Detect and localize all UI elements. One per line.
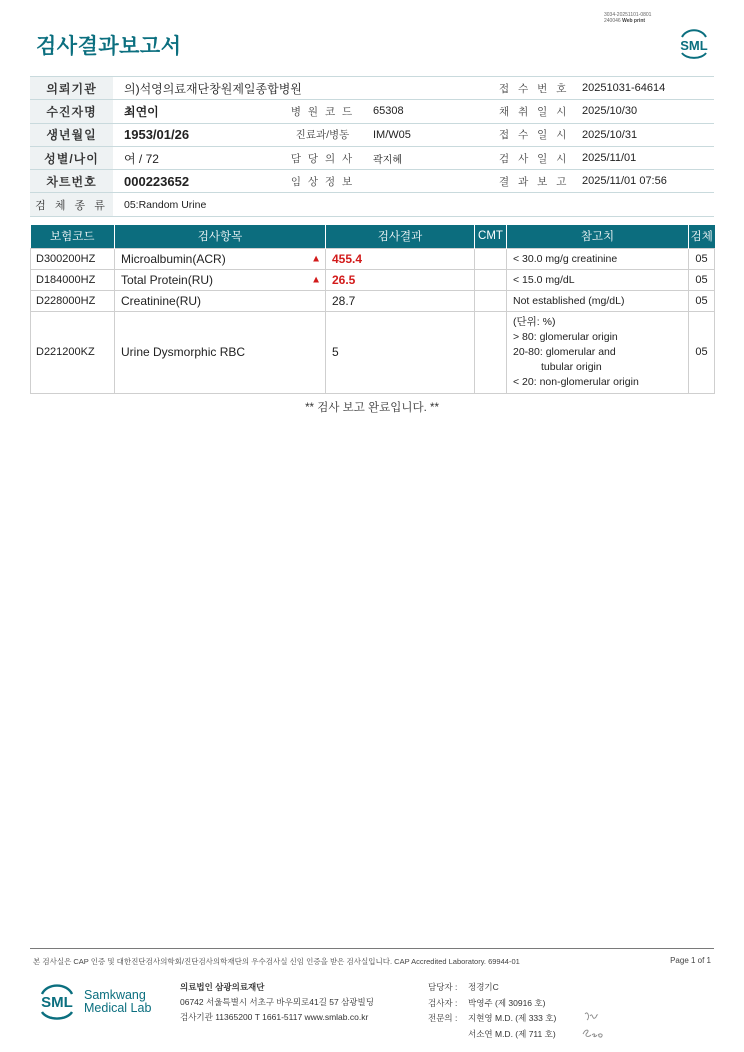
test-result: 28.7: [326, 290, 475, 311]
staff-manager-row: [428, 980, 556, 996]
test-item: [115, 290, 326, 311]
staff-manager-label: 담당자 :: [428, 982, 458, 992]
results-table: [30, 225, 715, 394]
staff-tester-row: [428, 996, 556, 1012]
collection-date-label: 채 취 일 시: [499, 100, 569, 123]
collection-date-value: 2025/10/30: [569, 100, 714, 123]
insurance-code: D228000HZ: [31, 290, 115, 311]
table-row: [31, 311, 715, 393]
patient-name-value: 최연이: [113, 100, 282, 123]
patient-info-row: [30, 77, 714, 100]
sex-age-value: 여 / 72: [113, 146, 282, 169]
cmt-cell: [475, 290, 507, 311]
reference-line: 20-80: glomerular and: [513, 345, 616, 358]
cmt-cell: [475, 248, 507, 269]
staff-manager-value: 정경기C: [468, 982, 499, 992]
test-item: [115, 269, 326, 290]
certification-text: 본 검사실은 CAP 인증 및 대한진단검사의학회/진단검사의학재단의 우수검사실 신임 인증을 받은 검사실입니다. CAP Accredited Laboratory. 69944-01: [33, 957, 520, 966]
test-result: 455.4: [326, 248, 475, 269]
reference-line: (단위: %): [513, 315, 556, 328]
patient-info-row: [30, 146, 714, 169]
patient-info-table: [30, 76, 714, 217]
patient-info-row: [30, 193, 714, 216]
insurance-code: D221200KZ: [31, 311, 115, 393]
staff-specialist-row: [428, 1027, 556, 1043]
high-flag-icon: ▲: [311, 253, 321, 264]
staff-specialist-value1: 지현영 M.D. (제 333 호): [468, 1013, 557, 1023]
reference-line: > 80: glomerular origin: [513, 330, 618, 343]
document-id-line1: 3034-20251101-0801: [604, 12, 652, 18]
completion-message: ** 검사 보고 완료입니다. **: [305, 402, 439, 414]
specimen-code: 05: [689, 290, 715, 311]
reference-range: < 15.0 mg/dL: [507, 269, 689, 290]
staff-specialist-value2: 서소연 M.D. (제 711 호): [468, 1028, 556, 1039]
hospital-code-value: 65308: [363, 100, 499, 123]
table-row: [31, 269, 715, 290]
brand-name: [84, 989, 151, 1015]
table-row: [31, 290, 715, 311]
receipt-no-label: 접 수 번 호: [499, 77, 569, 100]
insurance-code: D300200HZ: [31, 248, 115, 269]
reference-line: < 20: non-glomerular origin: [513, 375, 639, 388]
document-id-line2: 240046 Web print: [604, 18, 646, 24]
dob-label: 생년월일: [30, 123, 113, 146]
table-row: [31, 248, 715, 269]
signature-image: [580, 1006, 610, 1042]
reference-line: tubular origin: [541, 360, 602, 373]
test-item: [115, 248, 326, 269]
dept-value: IM/W05: [363, 123, 499, 146]
document-id: [604, 12, 651, 24]
patient-info-row: [30, 100, 714, 123]
col-header-specimen: 검체: [689, 225, 715, 248]
page-number: Page 1 of 1: [670, 956, 711, 965]
page-title: 검사결과보고서: [36, 35, 182, 58]
sml-logo: [676, 28, 712, 60]
col-header-insurance-code: 보험코드: [31, 225, 115, 248]
organization-address: 06742 서울특별시 서초구 바우뫼로41길 57 삼광빌딩: [180, 997, 374, 1007]
sml-footer-logo-text: SML: [41, 994, 73, 1011]
doctor-label: 담 당 의 사: [282, 146, 363, 169]
report-date-value: 2025/11/01 07:56: [569, 170, 714, 193]
test-date-label: 검 사 일 시: [499, 146, 569, 169]
hospital-code-label: 병 원 코 드: [282, 100, 363, 123]
dob-value: 1953/01/26: [113, 123, 282, 146]
results-header-row: [31, 225, 715, 248]
specimen-code: 05: [689, 269, 715, 290]
web-print-label: Web print: [622, 18, 646, 24]
organization-info: [180, 980, 374, 1025]
test-item-name: Microalbumin(ACR): [121, 251, 226, 266]
col-header-test-item: 검사항목: [115, 225, 326, 248]
chart-no-label: 차트번호: [30, 170, 113, 193]
report-date-label: 결 과 보 고: [499, 170, 569, 193]
sml-footer-logo: [36, 980, 78, 1022]
sex-age-label: 성별/나이: [30, 146, 113, 169]
chart-no-value: 000223652: [113, 170, 282, 193]
clinical-info-label: 임 상 정 보: [282, 170, 363, 193]
organization-name: 의료법인 삼광의료재단: [180, 982, 265, 992]
organization-contact: 검사기관 11365200 T 1661-5117 www.smlab.co.kr: [180, 1012, 369, 1022]
col-header-reference: 참고치: [507, 225, 689, 248]
patient-info-row: [30, 170, 714, 193]
specimen-code: 05: [689, 311, 715, 393]
reference-range: [507, 311, 689, 393]
clinical-info-value: [363, 170, 499, 193]
test-item-name: Total Protein(RU): [121, 272, 214, 287]
test-item-name: Creatinine(RU): [121, 293, 202, 308]
receipt-date-value: 2025/10/31: [569, 123, 714, 146]
staff-tester-label: 검사자 :: [428, 997, 458, 1008]
footer-divider: [30, 948, 714, 949]
specimen-code: 05: [689, 248, 715, 269]
specimen-type-value: 05:Random Urine: [113, 193, 714, 216]
cmt-cell: [475, 311, 507, 393]
hospital-value: 의)석영의료재단창원제일종합병원: [113, 77, 499, 100]
receipt-date-label: 접 수 일 시: [499, 123, 569, 146]
high-flag-icon: ▲: [311, 274, 321, 285]
test-result: 5: [326, 311, 475, 393]
sml-logo-text: SML: [680, 38, 708, 53]
staff-tester-value: 박영주 (제 30916 호): [468, 997, 546, 1008]
patient-name-label: 수진자명: [30, 100, 113, 123]
receipt-no-value: 20251031-64614: [569, 77, 714, 100]
staff-specialist-row: [428, 1011, 556, 1027]
reference-range: < 30.0 mg/g creatinine: [507, 248, 689, 269]
staff-specialist-label: 전문의 :: [428, 1013, 458, 1023]
hospital-label: 의뢰기관: [30, 77, 113, 100]
test-item: [115, 311, 326, 393]
doctor-value: 곽지혜: [363, 146, 499, 169]
dept-label: 진료과/병동: [282, 123, 363, 146]
col-header-cmt: CMT: [475, 225, 507, 248]
test-date-value: 2025/11/01: [569, 146, 714, 169]
insurance-code: D184000HZ: [31, 269, 115, 290]
reference-range: Not established (mg/dL): [507, 290, 689, 311]
brand-line2: Medical Lab: [84, 1001, 152, 1015]
patient-info-row: [30, 123, 714, 146]
col-header-result: 검사결과: [326, 225, 475, 248]
specimen-type-label: 검 체 종 류: [30, 193, 113, 216]
staff-info: [428, 980, 556, 1042]
test-item-name: Urine Dysmorphic RBC: [121, 345, 246, 359]
test-result: 26.5: [326, 269, 475, 290]
brand-line1: Samkwang: [84, 988, 146, 1002]
cmt-cell: [475, 269, 507, 290]
